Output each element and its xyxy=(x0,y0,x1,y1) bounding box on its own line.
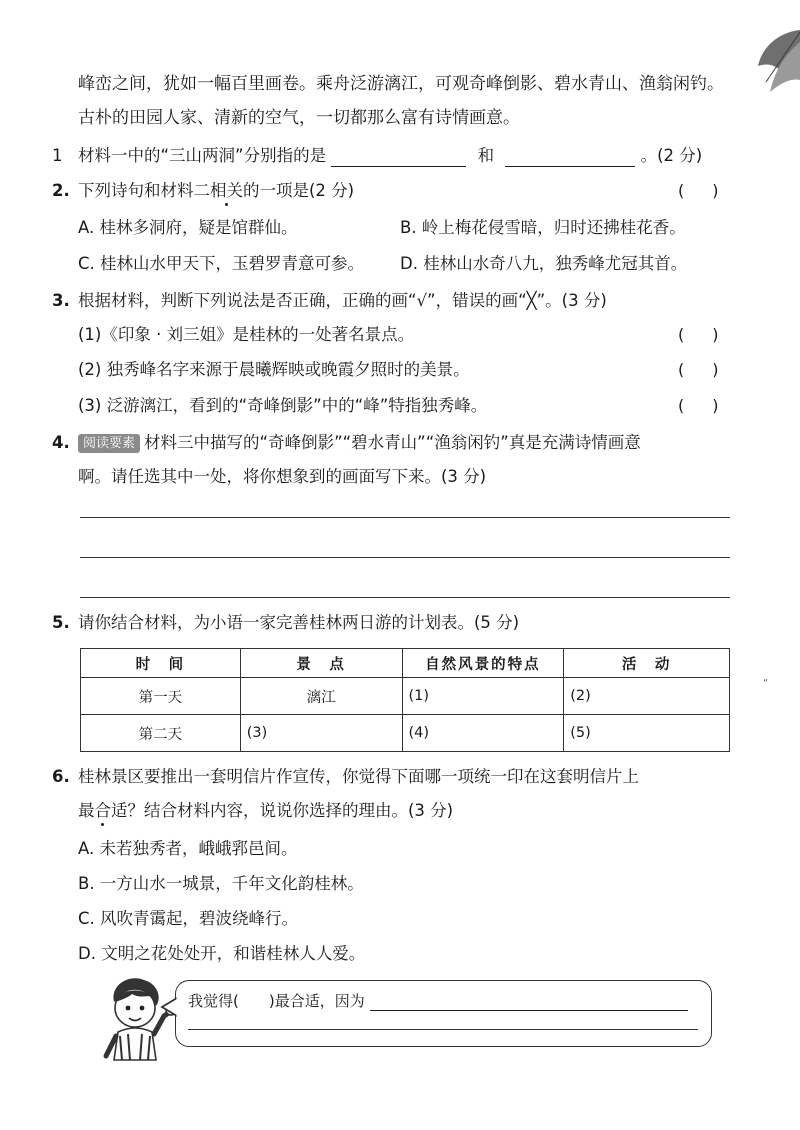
table-cell: 第一天 xyxy=(81,678,241,715)
question-5-number: 5. xyxy=(52,613,70,632)
question-6-text-c: ？结合材料内容，说说你选择的理由。(3 分) xyxy=(127,801,454,820)
q2-option-d: D. 桂林山水奇八九，独秀峰尤冠其首。 xyxy=(400,254,688,273)
q3-item-2: (2) 独秀峰名字来源于晨曦辉映或晚霞夕照时的美景。 xyxy=(78,360,470,379)
question-1-score: 。(2 分) xyxy=(640,146,703,165)
question-1 xyxy=(78,145,702,167)
answer-speech-bubble xyxy=(175,980,712,1047)
question-6-number: 6. xyxy=(52,767,70,786)
q4-answer-line-1[interactable] xyxy=(80,517,730,518)
travel-plan-table xyxy=(80,648,730,752)
answer-blank-2[interactable] xyxy=(505,150,635,167)
question-2-answer-paren[interactable]: () xyxy=(678,181,747,200)
question-6-emphasis: 最合适 xyxy=(78,801,128,820)
question-2-text-b: 的一项是(2 分) xyxy=(243,181,355,200)
question-4-number: 4. xyxy=(52,433,70,452)
table-cell-answer-3[interactable]: (3) xyxy=(240,715,402,752)
intro-line-1: 峰峦之间，犹如一幅百里画卷。乘舟泛游漓江，可观奇峰倒影、碧水青山、渔翁闲钓。 xyxy=(78,74,724,94)
question-1-and: 和 xyxy=(477,146,495,165)
question-1-number: 1 xyxy=(52,146,63,165)
q2-option-a: A. 桂林多洞府，疑是馆群仙。 xyxy=(78,218,298,237)
question-2-text xyxy=(78,180,354,202)
header-time: 时 间 xyxy=(81,649,241,678)
header-spot: 景 点 xyxy=(240,649,402,678)
leaf-decoration-icon xyxy=(740,22,800,112)
q4-answer-line-2[interactable] xyxy=(80,557,730,558)
reason-blank-1[interactable] xyxy=(370,994,688,1011)
question-2-emphasis: 相关 xyxy=(210,181,243,200)
q3-item-1: (1)《印象 · 刘三姐》是桂林的一处著名景点。 xyxy=(78,325,415,344)
question-2-text-a: 下列诗句和材料二 xyxy=(78,181,210,200)
question-2-number: 2. xyxy=(52,181,70,200)
header-feature: 自然风景的特点 xyxy=(402,649,564,678)
question-4-text xyxy=(78,432,641,454)
side-mark: “ xyxy=(763,678,769,689)
table-row xyxy=(81,715,730,752)
reading-element-tag: 阅读要素 xyxy=(78,434,140,453)
question-3-number: 3. xyxy=(52,291,70,310)
q6-option-a: A. 未若独秀者，峨峨郛邑间。 xyxy=(78,839,298,858)
question-1-text: 材料一中的“三山两洞”分别指的是 xyxy=(78,146,327,165)
table-cell: 漓江 xyxy=(240,678,402,715)
question-4-text-b: 啊。请任选其中一处，将你想象到的画面写下来。(3 分) xyxy=(78,467,487,486)
question-6-text-b xyxy=(78,800,453,822)
q2-option-c: C. 桂林山水甲天下，玉碧罗青意可参。 xyxy=(78,254,365,273)
question-4-text-a: 材料三中描写的“奇峰倒影”“碧水青山”“渔翁闲钓”真是充满诗情画意 xyxy=(144,433,641,452)
header-activity: 活 动 xyxy=(564,649,730,678)
q3-item-3: (3) 泛游漓江，看到的“奇峰倒影”中的“峰”特指独秀峰。 xyxy=(78,396,488,415)
answer-blank-1[interactable] xyxy=(331,150,466,167)
q3-item-1-paren[interactable]: () xyxy=(678,325,747,344)
table-cell: 第二天 xyxy=(81,715,241,752)
question-6-text-a: 桂林景区要推出一套明信片作宣传，你觉得下面哪一项统一印在这套明信片上 xyxy=(78,767,639,786)
table-row xyxy=(81,678,730,715)
table-cell-answer-1[interactable]: (1) xyxy=(402,678,564,715)
bubble-prompt-text: 我觉得( )最合适，因为 xyxy=(188,992,365,1010)
q6-option-c: C. 风吹青霭起，碧波绕峰行。 xyxy=(78,909,299,928)
bubble-tail-icon xyxy=(160,996,180,1018)
q3-item-3-paren[interactable]: () xyxy=(678,396,747,415)
q6-option-d: D. 文明之花处处开，和谐桂林人人爱。 xyxy=(78,944,366,963)
question-5-text: 请你结合材料，为小语一家完善桂林两日游的计划表。(5 分) xyxy=(78,613,520,632)
question-3-text: 根据材料，判断下列说法是否正确，正确的画“√”，错误的画“╳”。(3 分) xyxy=(78,291,607,310)
q4-answer-line-3[interactable] xyxy=(80,597,730,598)
q3-item-2-paren[interactable]: () xyxy=(678,360,747,379)
table-cell-answer-2[interactable]: (2) xyxy=(564,678,730,715)
table-cell-answer-5[interactable]: (5) xyxy=(564,715,730,752)
table-cell-answer-4[interactable]: (4) xyxy=(402,715,564,752)
q2-option-b: B. 岭上梅花侵雪暗，归时还拂桂花香。 xyxy=(400,218,686,237)
bubble-prompt xyxy=(188,990,688,1011)
reason-blank-2[interactable] xyxy=(188,1029,698,1030)
table-header-row xyxy=(81,649,730,678)
intro-line-2: 古朴的田园人家、清新的空气，一切都那么富有诗情画意。 xyxy=(78,108,520,128)
q6-option-b: B. 一方山水一城景，千年文化韵桂林。 xyxy=(78,874,364,893)
